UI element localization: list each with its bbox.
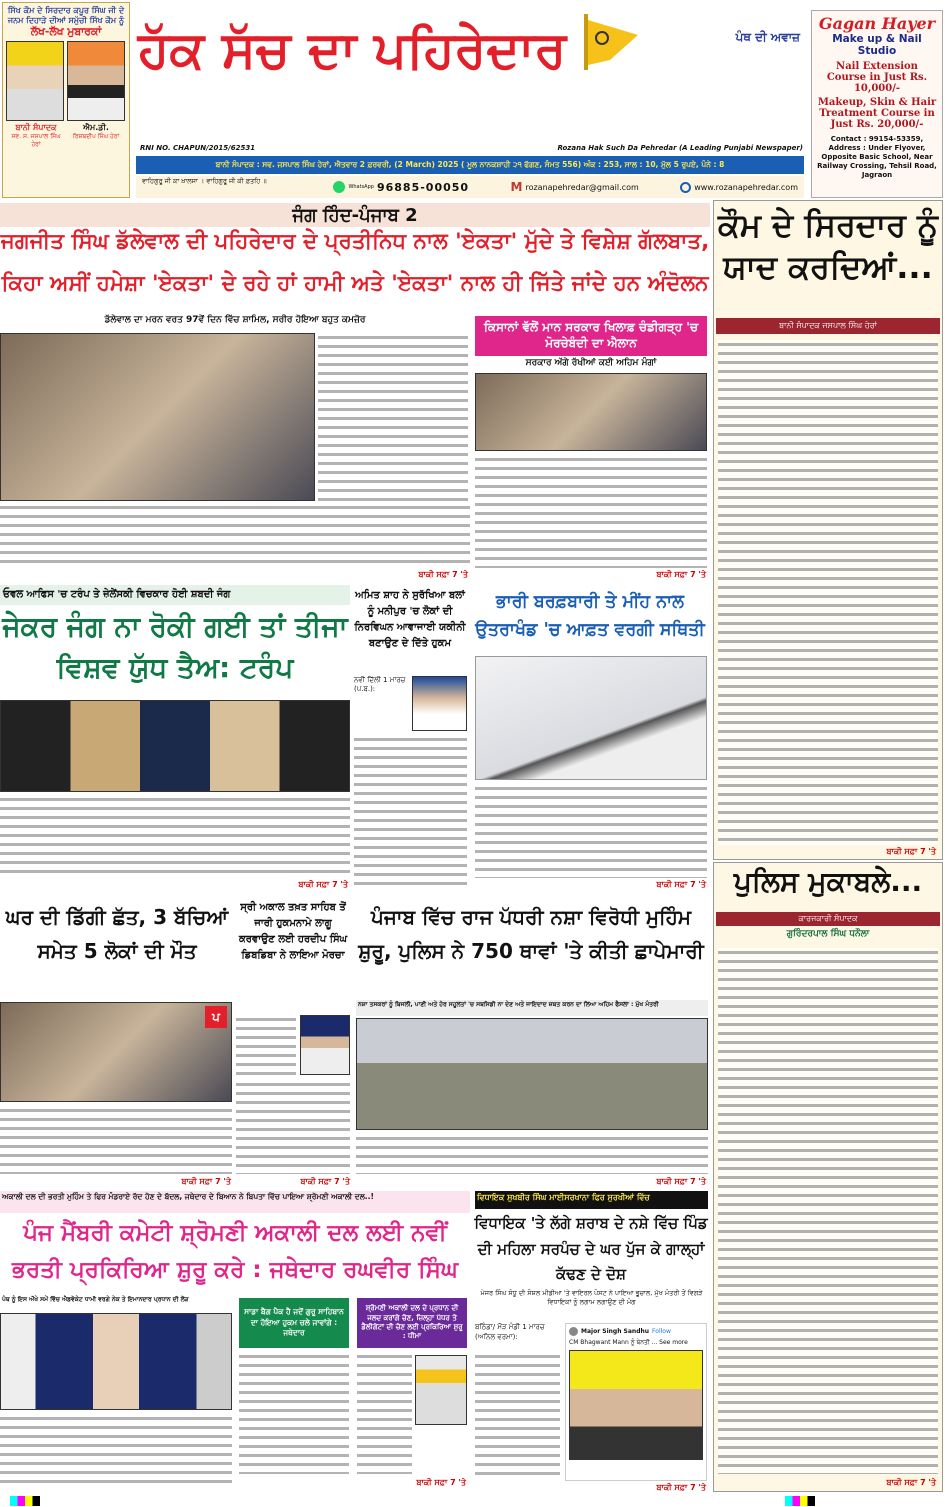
mla-dateline: ਬਠਿੰਡਾ/ ਮੌੜ ਮੰਡੀ 1 ਮਾਰਚ (ਅਨਿਲ ਵਰਮਾ):	[475, 1323, 545, 1341]
snow-headline: ਭਾਰੀ ਬਰਫ਼ਬਾਰੀ ਤੇ ਮੀਂਹ ਨਾਲ ਉਤਰਾਖੰਡ 'ਚ ਆਫ਼ਤ ਵਰਗੀ ਸਥਿਤੀ	[475, 592, 705, 640]
left-ad-highlight: ਲੱਖ-ਲੱਖ ਮੁਬਾਰਕਾਂ	[30, 25, 102, 39]
greeting: ਵਾਹਿਗੁਰੂ ਜੀ ਕਾ ਖ਼ਾਲਸਾ । ਵਾਹਿਗੁਰੂ ਜੀ ਕੀ ਫ਼ਤਹਿ ॥	[142, 177, 267, 185]
person2-title: ਐਮ.ਡੀ.	[83, 123, 109, 133]
globe-icon	[680, 182, 691, 193]
person1-name: ਸਵ. ਸ. ਜਸਪਾਲ ਸਿੰਘ ਹੇਰਾਂ	[11, 133, 61, 149]
editorial1-headline: ਕੌਮ ਦੇ ਸਿਰਦਾਰ ਨੂੰ ਯਾਦ ਕਰਦਿਆਂ...	[718, 206, 938, 286]
masthead-tagline: ਪੰਥ ਦੀ ਅਵਾਜ਼	[735, 30, 800, 44]
amit-headline: ਅਮਿਤ ਸ਼ਾਹ ਨੇ ਸੁਰੱਖਿਆ ਬਲਾਂ ਨੂੰ ਮਨੀਪੁਰ 'ਚ ਲੋਕਾਂ ਦੀ ਨਿਰਵਿਘਨ ਆਵਾਜਾਈ ਯਕੀਨੀ ਬਣਾਉਣ ਦੇ ਦਿੱਤੇ ਹੁਕਮ	[354, 590, 466, 649]
editorial2-body	[718, 948, 938, 1474]
roof-photo	[0, 1002, 232, 1102]
trump-continued[interactable]: ਬਾਕੀ ਸਫ਼ਾ 7 'ਤੇ	[298, 880, 348, 889]
rni-number: RNI NO. CHAPUN/2015/62531	[140, 144, 256, 152]
ad-course-1: Nail Extension Course in Just Rs. 10,000/-	[826, 61, 928, 94]
post-follow[interactable]: Follow	[652, 1328, 671, 1335]
whatsapp-icon	[333, 181, 345, 193]
snow-continued[interactable]: ਬਾਕੀ ਸਫ਼ਾ 7 'ਤੇ	[656, 880, 706, 889]
contact-bar	[136, 176, 804, 198]
section-banner: ਜੰਗ ਹਿੰਦ-ਪੰਜਾਬ 2	[0, 203, 710, 227]
amit-body	[354, 735, 467, 887]
phone-number: 96885-00050	[376, 180, 470, 194]
akali-green-body	[239, 1352, 349, 1474]
lead-subhead: ਡੱਲੇਵਾਲ ਦਾ ਮਰਨ ਵਰਤ 97ਵੇਂ ਦਿਨ ਵਿੱਚ ਸ਼ਾਮਿਲ, ਸਰੀਰ ਹੋਇਆ ਬਹੁਤ ਕਮਜ਼ੋਰ	[104, 315, 366, 325]
photo-md	[67, 41, 125, 121]
akal-photo	[300, 1015, 350, 1075]
akali-green-box: ਸਾਡਾ ਬੈਗ ਪੈਕ ਹੈ ਜਦੋਂ ਗੁਰੂ ਸਾਹਿਬਾਨ ਦਾ ਹੋਇਆ ਹੁਕਮ ਚਲੇ ਜਾਵਾਂਗੇ : ਜਥੇਦਾਰ	[239, 1298, 349, 1348]
nishan-sahib-flag-icon	[580, 10, 640, 70]
akali-purple-box: ਸ਼੍ਰੋਮਣੀ ਅਕਾਲੀ ਦਲ ਦੇ ਪ੍ਰਧਾਨ ਦੀ ਜਲਦ ਕਰਾਂਗੇ ਚੋਣ, ਜ਼ਿਲ੍ਹਾ ਪੱਧਰ ਤੇ ਡੈਲੀਗੇਟਾਂ ਦੀ ਚੋਣ ਲਈ ਪ੍ਰਕਿਰਿਆ ਸ਼ੁਰੂ : ਧੀਮਾ	[357, 1298, 467, 1348]
kisan-subhead: ਸਰਕਾਰ ਅੱਗੇ ਰੱਖੀਆਂ ਕਈ ਅਹਿਮ ਮੰਗਾਂ	[525, 358, 657, 368]
akali-kicker: ਅਕਾਲੀ ਦਲ ਦੀ ਭਰਤੀ ਮੁਹਿੰਮ ਤੇ ਫਿਰ ਮੰਡਰਾਏ ਰੱਦ ਹੋਣ ਦੇ ਬੱਦਲ, ਜਥੇਦਾਰ ਦੇ ਬਿਆਨ ਨੇ ਬਿਪਤਾ ਵਿੱਚ ਪਾਇਆ ਸ਼੍ਰੋਮਣੀ ਅਕਾਲੀ ਦਲ..!	[0, 1191, 470, 1213]
akal-body-lower	[236, 1080, 350, 1174]
editorial1-byline: ਬਾਨੀ ਸੰਪਾਦਕ ਜਸਪਾਲ ਸਿੰਘ ਹੇਰਾਂ	[716, 318, 940, 334]
lead-body-lower	[0, 503, 470, 569]
amit-dateline: ਨਵੀਂ ਦਿੱਲੀ 1 ਮਾਰਚ (ਪ.ਬ.):	[354, 676, 406, 694]
akali-headline: ਪੰਜ ਮੈਂਬਰੀ ਕਮੇਟੀ ਸ਼੍ਰੋਮਣੀ ਅਕਾਲੀ ਦਲ ਲਈ ਨਵੀਂ ਭਰਤੀ ਪ੍ਰਕਿਰਿਆ ਸ਼ੁਰੂ ਕਰੇ : ਜਥੇਦਾਰ ਰਘਵੀਰ ਸਿੰਘ	[11, 1220, 459, 1283]
trump-headline: ਜੇਕਰ ਜੰਗ ਨਾ ਰੋਕੀ ਗਈ ਤਾਂ ਤੀਜਾ ਵਿਸ਼ਵ ਯੁੱਧ ਤੈਅ: ਟਰੰਪ	[2, 610, 348, 684]
akali-purple-photo	[415, 1355, 467, 1425]
lead-body	[318, 333, 468, 501]
email-icon: M	[510, 180, 523, 194]
lead-headline-1: ਜਗਜੀਤ ਸਿੰਘ ਡੱਲੇਵਾਲ ਦੀ ਪਹਿਰੇਦਾਰ ਦੇ ਪ੍ਰਤੀਨਿਧ ਨਾਲ 'ਏਕਤਾ' ਮੁੱਦੇ ਤੇ ਵਿਸ਼ੇਸ਼ ਗੱਲਬਾਤ,	[0, 229, 710, 254]
lead-continued[interactable]: ਬਾਕੀ ਸਫ਼ਾ 7 'ਤੇ	[418, 570, 468, 579]
post-text: CM Bhagwant Mann ਨੂੰ ਬੇਨਤੀ ... See more	[569, 1339, 688, 1346]
person2-name: ਰਿਸ਼ਬਦੀਪ ਸਿੰਘ ਹੇਰਾਂ	[72, 133, 120, 141]
roof-body	[0, 1106, 232, 1174]
mla-continued[interactable]: ਬਾਕੀ ਸਫ਼ਾ 7 'ਤੇ	[656, 1483, 706, 1492]
lead-photo	[0, 333, 315, 501]
akali-purple-body	[357, 1352, 412, 1474]
trump-body	[0, 795, 350, 878]
akali-photo	[0, 1313, 232, 1410]
english-name: Rozana Hak Such Da Pehredar (A Leading Punjabi Newspaper)	[557, 144, 803, 152]
nasha-subhead: ਨਸ਼ਾ ਤਸਕਰਾਂ ਨੂੰ ਬਿਜਲੀ, ਪਾਣੀ ਅਤੇ ਹੋਰ ਸਹੂਲਤਾਂ 'ਚ ਸਬਸਿਡੀ ਨਾ ਦੇਣ ਅਤੇ ਜਾਇਦਾਦ ਜ਼ਬਤ ਕਰਨ ਦਾ ਲਿਆ ਅਹਿਮ ਫੈਸਲਾ : ਮੁੱਖ ਮੰਤਰੀ	[356, 1000, 708, 1016]
facebook-post	[565, 1323, 707, 1481]
mla-subhead: ਮੇਜਰ ਸਿੰਘ ਸੰਧੂ ਦੀ ਸੋਸ਼ਲ ਮੀਡੀਆ 'ਤੇ ਵਾਇਰਲ ਪੋਸਟ ਨੇ ਪਾਇਆ ਭੂਚਾਲ, ਮੁੱਖ ਮੰਤਰੀ ਤੋਂ ਵਿਗੜੇ ਵਿਧਾਇਕਾਂ ਨੂੰ ਲਗਾਮ ਲਗਾਉਣ ਦੀ ਮੰਗ	[480, 1289, 703, 1307]
editorial2-continued[interactable]: ਬਾਕੀ ਸਫ਼ਾ 7 'ਤੇ	[886, 1478, 936, 1487]
right-ad	[811, 10, 943, 198]
channel-logo-icon: ਪ	[205, 1006, 227, 1028]
nasha-continued[interactable]: ਬਾਕੀ ਸਫ਼ਾ 7 'ਤੇ	[656, 1177, 706, 1186]
person1-title: ਬਾਨੀ ਸੰਪਾਦਕ	[15, 123, 57, 133]
kisan-headline: ਕਿਸਾਨਾਂ ਵੱਲੋਂ ਮਾਨ ਸਰਕਾਰ ਖਿਲਾਫ਼ ਚੰਡੀਗੜ੍ਹ 'ਚ ਮੋਰਚੇਬੰਦੀ ਦਾ ਐਲਾਨ	[475, 316, 707, 356]
akal-headline: ਸ੍ਰੀ ਅਕਾਲ ਤਖ਼ਤ ਸਾਹਿਬ ਤੋਂ ਜਾਰੀ ਹੁਕਮਨਾਮੇ ਲਾਗੂ ਕਰਵਾਉਣ ਲਈ ਹਰਦੀਪ ਸਿੰਘ ਡਿਬਡਿਬਾ ਨੇ ਲਾਇਆ ਮੋਰਚਾ	[238, 902, 348, 961]
roof-headline: ਘਰ ਦੀ ਡਿੱਗੀ ਛੱਤ, 3 ਬੱਚਿਆਂ ਸਮੇਤ 5 ਲੋਕਾਂ ਦੀ ਮੌਤ	[5, 905, 229, 963]
post-author: Major Singh Sandhu	[581, 1328, 650, 1335]
akali-body	[0, 1414, 232, 1484]
akal-continued[interactable]: ਬਾਕੀ ਸਫ਼ਾ 7 'ਤੇ	[300, 1177, 350, 1186]
akali-continued[interactable]: ਬਾਕੀ ਸਫ਼ਾ 7 'ਤੇ	[416, 1478, 466, 1487]
snow-body	[475, 784, 707, 878]
snow-photo	[475, 656, 707, 780]
nasha-photo	[356, 1018, 708, 1130]
mla-kicker: ਵਿਧਾਇਕ ਸੁਖਬੀਰ ਸਿੰਘ ਮਾਈਸਰਖਾਨਾ ਫਿਰ ਸੁਰਖੀਆਂ ਵਿੱਚ	[475, 1191, 708, 1209]
masthead-title: ਹੱਕ ਸੱਚ ਦਾ ਪਹਿਰੇਦਾਰ	[138, 21, 567, 80]
ad-brand: Gagan Hayer	[818, 14, 936, 33]
avatar	[569, 1327, 578, 1336]
kisan-continued[interactable]: ਬਾਕੀ ਸਫ਼ਾ 7 'ਤੇ	[656, 570, 706, 579]
ad-subtitle: Make up & Nail Studio	[832, 33, 922, 57]
editorial1-continued[interactable]: ਬਾਕੀ ਸਫ਼ਾ 7 'ਤੇ	[886, 847, 936, 856]
website: www.rozanapehredar.com	[694, 182, 798, 192]
kisan-body	[475, 455, 707, 568]
email: rozanapehredar@gmail.com	[525, 182, 639, 192]
editorial2-role: ਕਾਰਜਕਾਰੀ ਸੰਪਾਦਕ	[716, 912, 940, 926]
photo-founder-editor	[6, 41, 64, 121]
roof-continued[interactable]: ਬਾਕੀ ਸਫ਼ਾ 7 'ਤੇ	[181, 1177, 231, 1186]
lead-headline-2: ਕਿਹਾ ਅਸੀਂ ਹਮੇਸ਼ਾ 'ਏਕਤਾ' ਦੇ ਰਹੇ ਹਾਂ ਹਾਮੀ ਅਤੇ 'ਏਕਤਾ' ਨਾਲ ਹੀ ਜਿੱਤੇ ਜਾਂਦੇ ਹਨ ਅੰਦੋਲਨ	[1, 271, 709, 296]
print-registration-marks	[0, 1496, 945, 1507]
editorial2-headline: ਪੁਲਿਸ ਮੁਕਾਬਲੇ...	[733, 865, 923, 898]
kisan-photo	[475, 373, 707, 451]
mla-body	[475, 1352, 560, 1480]
left-ad	[2, 2, 130, 198]
ad-course-2: Makeup, Skin & Hair Treatment Course in Just Rs. 20,000/-	[817, 97, 937, 130]
akali-subhead: ਪੰਥ ਨੂੰ ਇਸ ਔਖੇ ਸਮੇਂ ਵਿੱਚ ਐਡਵੋਕੇਟ ਧਾਮੀ ਵਰਗੇ ਨੇਕ ਤੇ ਇਮਾਨਦਾਰ ਪ੍ਰਧਾਨ ਦੀ ਲੋੜ	[2, 1296, 189, 1303]
editorial2-byline: ਗੁਰਿੰਦਰਪਾਲ ਸਿੰਘ ਧਨੌਲਾ	[786, 929, 870, 939]
dateline-bar: ਬਾਨੀ ਸੰਪਾਦਕ : ਸਵ. ਜਸਪਾਲ ਸਿੰਘ ਹੇਰਾਂ, ਐਤਵਾਰ 2 ਫ਼ਰਵਰੀ, (2 March) 2025 ( ਮੂਲ ਨਾਨਕਸ਼ਾਹੀ ੨੧ ਫੱਗਣ, ਸੰਮਤ 556) ਅੰਕ : 253, ਸਾਲ : 10, ਮੁੱਲ 5 ਰੁਪਏ, ਪੰਨੇ : 8	[136, 156, 804, 174]
trump-photo	[0, 700, 350, 792]
ad-contact: Contact : 99154-53359, Address : Under Flyover, Opposite Basic School, Near Railway Crossing, Tehsil Road, Jagraon	[817, 135, 937, 180]
nasha-body	[356, 1134, 708, 1174]
mla-headline: ਵਿਧਾਇਕ 'ਤੇ ਲੱਗੇ ਸ਼ਰਾਬ ਦੇ ਨਸ਼ੇ ਵਿੱਚ ਪਿੰਡ ਦੀ ਮਹਿਲਾ ਸਰਪੰਚ ਦੇ ਘਰ ਪੁੱਜ ਕੇ ਗਾਲ੍ਹਾਂ ਕੱਢਣ ਦੇ ਦੋਸ਼	[474, 1214, 708, 1283]
amit-photo	[412, 676, 467, 731]
post-photo	[569, 1350, 703, 1460]
editorial1-body	[718, 340, 938, 845]
left-ad-text: ਸਿੱਖ ਕੌਮ ਦੇ ਸਿਰਦਾਰ ਕਪੂਰ ਸਿੰਘ ਜੀ ਦੇ ਜਨਮ ਦਿਹਾੜੇ ਦੀਆਂ ਸਮੁੱਚੀ ਸਿੱਖ ਕੌਮ ਨੂੰ	[7, 6, 125, 25]
whatsapp-label: WhatsApp	[348, 184, 374, 190]
akal-body	[236, 1015, 296, 1075]
trump-kicker: ਓਵਲ ਆਫਿਸ 'ਚ ਟਰੰਪ ਤੇ ਜ਼ੇਲੇਂਸਕੀ ਵਿਚਕਾਰ ਹੋਈ ਸ਼ਬਦੀ ਜੰਗ	[0, 585, 350, 605]
nasha-headline: ਪੰਜਾਬ ਵਿੱਚ ਰਾਜ ਪੱਧਰੀ ਨਸ਼ਾ ਵਿਰੋਧੀ ਮੁਹਿੰਮ ਸ਼ੁਰੂ, ਪੁਲਿਸ ਨੇ 750 ਥਾਵਾਂ 'ਤੇ ਕੀਤੀ ਛਾਪੇਮਾਰੀ	[358, 905, 704, 963]
